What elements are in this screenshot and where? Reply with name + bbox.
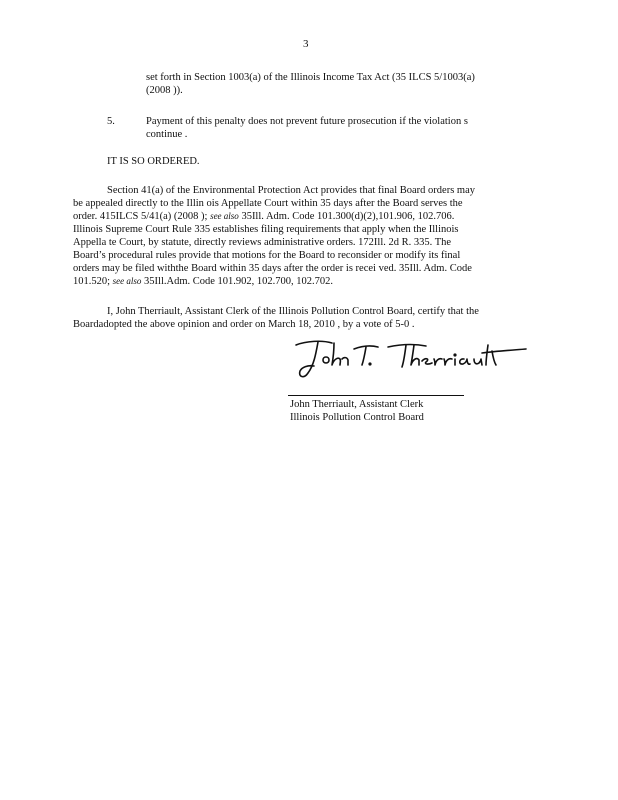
page-number: 3: [303, 38, 309, 50]
appeal-line-6: Board’s procedural rules provide that motions for the Board to reconsider or modify its final: [73, 250, 461, 261]
handwritten-signature: [292, 335, 532, 383]
appeal-line-1: Section 41(a) of the Environmental Protection Act provides that final Board orders may: [107, 185, 475, 196]
signature-line: [288, 395, 464, 396]
item5-line1: Payment of this penalty does not prevent future prosecution if the violation s: [146, 116, 468, 127]
appeal-line-7: orders may be filed withthe Board within 35 days after the order is recei ved. 35Ill. Adm. Code: [73, 263, 472, 274]
order-statement: IT IS SO ORDERED.: [107, 156, 200, 167]
signer-organization: Illinois Pollution Control Board: [290, 412, 424, 423]
item5-line2: continue .: [146, 129, 188, 140]
signature-drawing: [292, 335, 532, 383]
appeal-line-3-head: order. 415ILCS 5/41(a) (2008 );: [73, 211, 208, 222]
appeal-line-2: be appealed directly to the Illin ois Appellate Court within 35 days after the Board serves the: [73, 198, 463, 209]
appeal-line-3-tail: 35Ill. Adm. Code 101.300(d)(2),101.906, 102.706.: [241, 211, 455, 222]
appeal-line-8: [73, 275, 333, 288]
appeal-line-4: Illinois Supreme Court Rule 335 establishes filing requirements that apply when the Illinois: [73, 224, 459, 235]
signer-printed-name: John Therriault, Assistant Clerk: [290, 399, 424, 410]
appeal-line-5: Appella te Court, by statute, directly reviews administrative orders. 172Ill. 2d R. 335. The: [73, 237, 452, 248]
appeal-line-3: [73, 210, 454, 223]
certification-line-1: I, John Therriault, Assistant Clerk of the Illinois Pollution Control Board, certify that the: [107, 306, 479, 317]
appeal-line-8-tail: 35Ill.Adm. Code 101.902, 102.700, 102.702.: [144, 276, 334, 287]
item4-continuation-line1: set forth in Section 1003(a) of the Illinois Income Tax Act (35 ILCS 5/1003(a): [146, 72, 475, 83]
item4-continuation-line2: (2008 )).: [146, 85, 183, 96]
appeal-line-8-see-also: see also: [112, 276, 142, 286]
appeal-line-8-head: 101.520;: [73, 276, 111, 287]
item5-number: 5.: [107, 116, 115, 127]
certification-line-2: Boardadopted the above opinion and order on March 18, 2010 , by a vote of 5-0 .: [73, 319, 415, 330]
appeal-line-3-see-also: see also: [210, 211, 239, 221]
